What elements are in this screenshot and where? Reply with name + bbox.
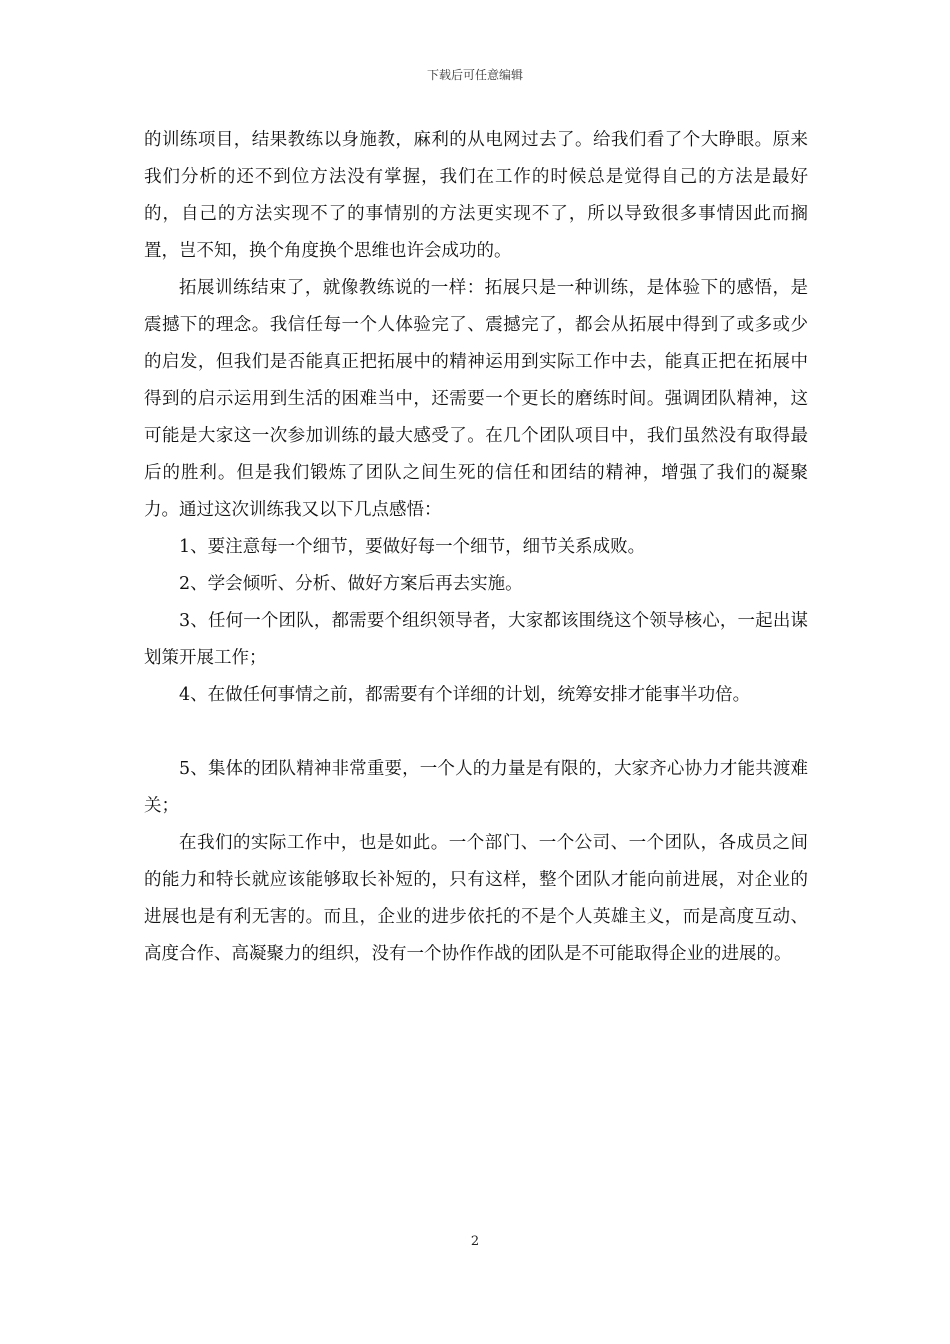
list-item-5: 5、集体的团队精神非常重要，一个人的力量是有限的，大家齐心协力才能共渡难关； [144, 759, 808, 816]
list-item-4: 4、在做任何事情之前，都需要有个详细的计划，统筹安排才能事半功倍。 [179, 685, 751, 705]
document-body [144, 122, 808, 973]
blank-line [144, 714, 808, 751]
list-item-2: 2、学会倾听、分析、做好方案后再去实施。 [179, 574, 523, 594]
paragraph-continuation: 的训练项目，结果教练以身施教，麻利的从电网过去了。给我们看了个大睁眼。原来我们分析的还不到位方法没有掌握，我们在工作的时候总是觉得自己的方法是最好的，自己的方法实现不了的事情别的方法更实现不了，所以导致很多事情因此而搁置，岂不知，换个角度换个思维也许会成功的。 [144, 130, 808, 261]
paragraph-conclusion: 在我们的实际工作中，也是如此。一个部门、一个公司、一个团队，各成员之间的能力和特长就应该能够取长补短的，只有这样，整个团队才能向前进展，对企业的进展也是有利无害的。而且，企业的进步依托的不是个人英雄主义，而是高度互动、高度合作、高凝聚力的组织，没有一个协作作战的团队是不可能取得企业的进展的。 [144, 833, 808, 964]
page-number: 2 [470, 1234, 480, 1249]
page-header: 下载后可任意编辑 [426, 68, 523, 82]
list-item-1: 1、要注意每一个细节，要做好每一个细节，细节关系成败。 [179, 537, 646, 557]
list-item-3: 3、任何一个团队，都需要个组织领导者，大家都该围绕这个领导核心，一起出谋划策开展工作； [144, 611, 808, 668]
paragraph-summary: 拓展训练结束了，就像教练说的一样：拓展只是一种训练，是体验下的感悟，是震撼下的理念。我信任每一个人体验完了、震撼完了，都会从拓展中得到了或多或少的启发，但我们是否能真正把拓展中的精神运用到实际工作中去，能真正把在拓展中得到的启示运用到生活的困难当中，还需要一个更长的磨练时间。强调团队精神，这可能是大家这一次参加训练的最大感受了。在几个团队项目中，我们虽然没有取得最后的胜利。但是我们锻炼了团队之间生死的信任和团结的精神，增强了我们的凝聚力。通过这次训练我又以下几点感悟： [144, 278, 808, 520]
